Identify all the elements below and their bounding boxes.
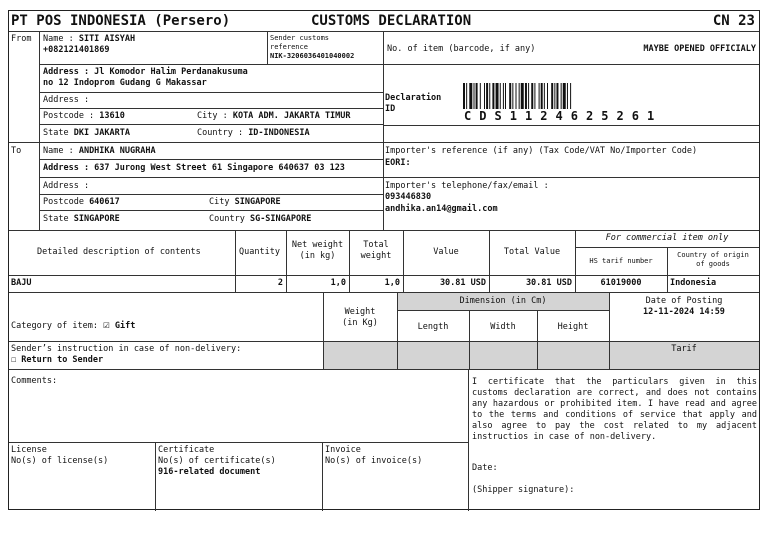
barcode-bar xyxy=(521,83,524,109)
divider xyxy=(155,442,156,511)
barcode-bar xyxy=(554,83,555,109)
divider xyxy=(397,310,609,311)
barcode-bar xyxy=(519,83,520,109)
to-city-label: City xyxy=(209,197,235,207)
barcode-bar xyxy=(528,83,529,109)
instruction-label: Sender’s instruction in case of non-delivery: xyxy=(11,344,242,354)
from-postcode-row xyxy=(43,111,125,122)
divider xyxy=(39,194,383,195)
checkbox-icon[interactable]: ☐ xyxy=(11,355,17,365)
divider xyxy=(537,310,538,370)
barcode-bar xyxy=(466,83,467,109)
divider xyxy=(469,310,470,370)
barcode-bar xyxy=(489,83,490,109)
from-name-label: Name : xyxy=(43,34,79,44)
row-hs-tarif: 61019000 xyxy=(600,278,642,288)
to-label: To xyxy=(11,146,22,156)
barcode-bar xyxy=(509,83,511,109)
col-value: Value xyxy=(433,247,459,257)
instruction-row xyxy=(11,355,103,366)
to-postcode: 640617 xyxy=(89,197,120,207)
col-commercial: For commercial item only xyxy=(605,233,729,243)
col-net-weight-1: Net weight xyxy=(291,240,344,250)
divider xyxy=(9,142,759,143)
to-name: ANDHIKA NUGRAHA xyxy=(78,146,156,156)
category-row xyxy=(11,319,135,332)
barcode-bar xyxy=(480,83,481,109)
barcode-bar xyxy=(484,83,485,109)
col-total-value: Total Value xyxy=(503,247,561,257)
importer-phone-label: Importer's telephone/fax/email : xyxy=(385,181,549,191)
col-origin-2: of goods xyxy=(696,260,730,268)
barcode-bar xyxy=(561,83,562,109)
to-postcode-label: Postcode xyxy=(43,197,90,207)
invoice-sub: No(s) of invoice(s) xyxy=(325,456,423,466)
declaration-label-1: Declaration xyxy=(385,93,442,103)
length-label: Length xyxy=(417,322,449,332)
barcode-bar xyxy=(474,83,475,109)
divider xyxy=(383,177,759,178)
weight-label-2: (in Kg) xyxy=(342,318,378,328)
divider xyxy=(9,275,759,276)
barcode-bar xyxy=(469,83,472,109)
row-total-value: 30.81 USD xyxy=(525,278,572,288)
to-address-line1: Address : 637 Jurong West Street 61 Singapore 640637 03 123 xyxy=(43,163,345,173)
divider xyxy=(39,159,383,160)
from-city-label: City : xyxy=(197,111,233,121)
barcode-bar xyxy=(534,83,535,109)
from-country-row xyxy=(197,128,310,139)
from-state: DKI JAKARTA xyxy=(73,128,131,138)
company-name: PT POS INDONESIA (Persero) xyxy=(11,13,231,29)
divider xyxy=(468,369,469,511)
barcode-icon xyxy=(463,83,703,111)
customs-declaration-form xyxy=(8,10,760,510)
col-hs-tarif: HS tarif number xyxy=(589,257,653,265)
barcode-bar xyxy=(512,83,513,109)
row-origin: Indonesia xyxy=(670,278,717,288)
from-country: ID-INDONESIA xyxy=(248,128,310,138)
barcode-bar xyxy=(496,83,499,109)
from-address-line2: no 12 Indoprom Gudang G Makassar xyxy=(43,78,207,88)
importer-email: andhika.an14@gmail.com xyxy=(385,204,498,214)
barcode-bar xyxy=(570,83,571,109)
from-state-row xyxy=(43,128,130,139)
barcode-bar xyxy=(505,83,506,109)
form-code: CN 23 xyxy=(712,13,755,29)
dimension-label: Dimension (in Cm) xyxy=(459,296,547,306)
date-of-posting-value: 12-11-2024 14:59 xyxy=(643,307,725,317)
declaration-id: C D S 1 1 2 4 6 2 5 2 6 1 xyxy=(464,109,655,123)
to-postcode-row xyxy=(43,197,120,208)
col-description: Detailed description of contents xyxy=(37,247,201,257)
row-total-weight: 1,0 xyxy=(384,278,400,288)
date-of-posting-label: Date of Posting xyxy=(645,296,723,306)
barcode-bar xyxy=(476,83,478,109)
barcode-bar xyxy=(503,83,504,109)
maybe-opened-label: MAYBE OPENED OFFICIALY xyxy=(643,44,756,54)
barcode-bar xyxy=(516,83,517,109)
divider xyxy=(9,31,759,32)
col-net-weight-2: (in kg) xyxy=(299,251,336,261)
importer-phone: 093446830 xyxy=(385,192,432,202)
col-origin-1: Country of origin xyxy=(677,251,749,259)
to-city: SINGAPORE xyxy=(234,197,281,207)
certificate-sub: No(s) of certificate(s) xyxy=(158,456,276,466)
from-label: From xyxy=(11,34,32,44)
to-country-label: Country xyxy=(209,214,250,224)
from-address2: Address : xyxy=(43,95,90,105)
to-name-row xyxy=(43,146,156,157)
divider xyxy=(39,108,383,109)
barcode-bar xyxy=(567,83,568,109)
tarif-label: Tarif xyxy=(671,344,697,354)
divider xyxy=(39,210,383,211)
license-sub: No(s) of license(s) xyxy=(11,456,109,466)
row-quantity: 2 xyxy=(277,278,283,288)
divider xyxy=(39,124,383,125)
to-country: SG-SINGAPORE xyxy=(249,214,312,224)
divider xyxy=(267,31,268,64)
from-country-label: Country : xyxy=(197,128,249,138)
divider xyxy=(323,292,324,370)
divider xyxy=(322,442,323,511)
to-name-label: Name : xyxy=(43,146,79,156)
barcode-bar xyxy=(486,83,488,109)
from-state-label: State xyxy=(43,128,74,138)
row-net-weight: 1,0 xyxy=(330,278,346,288)
from-city-row xyxy=(197,111,351,122)
sender-ref-label-1: Sender customs xyxy=(270,34,330,42)
from-city: KOTA ADM. JAKARTA TIMUR xyxy=(232,111,351,121)
from-name-row xyxy=(43,34,135,45)
to-country-row xyxy=(209,214,311,225)
divider xyxy=(9,341,759,342)
checkbox-checked-icon[interactable]: ☑ xyxy=(103,318,110,331)
barcode-bar xyxy=(500,83,501,109)
col-quantity: Quantity xyxy=(239,247,280,257)
to-city-row xyxy=(209,197,281,208)
divider xyxy=(39,92,383,93)
declaration-label-2: ID xyxy=(385,104,396,114)
divider xyxy=(9,369,759,370)
divider xyxy=(9,442,468,443)
shipper-signature-label: (Shipper signature): xyxy=(472,485,575,495)
from-name: SITI AISYAH xyxy=(78,34,136,44)
to-state: SINGAPORE xyxy=(73,214,120,224)
divider xyxy=(39,177,383,178)
height-label: Height xyxy=(557,322,589,332)
col-total-weight-1: Total xyxy=(363,240,389,250)
certificate-value: 916-related document xyxy=(158,467,261,477)
importer-reference-label: Importer's reference (if any) (Tax Code/VAT No/Importer Code) xyxy=(385,146,698,156)
category-value: Gift xyxy=(114,321,136,331)
to-state-label: State xyxy=(43,214,74,224)
divider xyxy=(9,230,759,231)
barcode-bar xyxy=(556,83,558,109)
row-value: 30.81 USD xyxy=(439,278,486,288)
from-address-line1: Address : Jl Komodor Halim Perdanakusuma xyxy=(43,67,248,77)
instruction-value: Return to Sender xyxy=(21,355,104,365)
to-state-row xyxy=(43,214,120,225)
no-of-item-label: No. of item (barcode, if any) xyxy=(387,44,536,54)
barcode-bar xyxy=(525,83,527,109)
barcode-bar xyxy=(551,83,553,109)
eori-label: EORI: xyxy=(385,158,411,168)
col-total-weight-2: weight xyxy=(360,251,392,261)
divider xyxy=(383,31,384,231)
divider xyxy=(39,64,383,65)
from-postcode: 13610 xyxy=(99,111,125,121)
date-label: Date: xyxy=(472,463,498,473)
certificate-text: I certificate that the particulars given in this customs declaration are correct, and does not contains any hazardous or prohibited item. I have read and agree to the terms and conditions of service that apply and also agree to pay the cost related to my adjacent instructios in case of non-delivery. xyxy=(472,377,757,442)
divider xyxy=(383,64,759,65)
license-label: License xyxy=(11,445,47,455)
category-label: Category of item: xyxy=(11,321,104,331)
row-description: BAJU xyxy=(11,278,32,288)
to-address2: Address : xyxy=(43,181,90,191)
comments-label: Comments: xyxy=(11,376,58,386)
certificate-label: Certificate xyxy=(158,445,215,455)
divider xyxy=(383,125,759,126)
weight-label-1: Weight xyxy=(344,307,376,317)
from-postcode-label: Postcode : xyxy=(43,111,100,121)
sender-ref-value: NIK-3206036401040002 xyxy=(270,52,355,60)
barcode-bar xyxy=(539,83,540,109)
divider xyxy=(39,31,40,231)
barcode-bar xyxy=(492,83,494,109)
divider xyxy=(9,292,759,293)
from-phone: +082121401869 xyxy=(43,45,110,55)
width-label: Width xyxy=(490,322,516,332)
sender-ref-label-2: reference xyxy=(270,43,308,51)
barcode-bar xyxy=(531,83,533,109)
barcode-bar xyxy=(547,83,548,109)
barcode-bar xyxy=(463,83,465,109)
barcode-bar xyxy=(563,83,566,109)
barcode-bar xyxy=(541,83,543,109)
invoice-label: Invoice xyxy=(325,445,361,455)
barcode-bar xyxy=(544,83,545,109)
form-title: CUSTOMS DECLARATION xyxy=(311,13,472,29)
divider xyxy=(575,247,759,248)
